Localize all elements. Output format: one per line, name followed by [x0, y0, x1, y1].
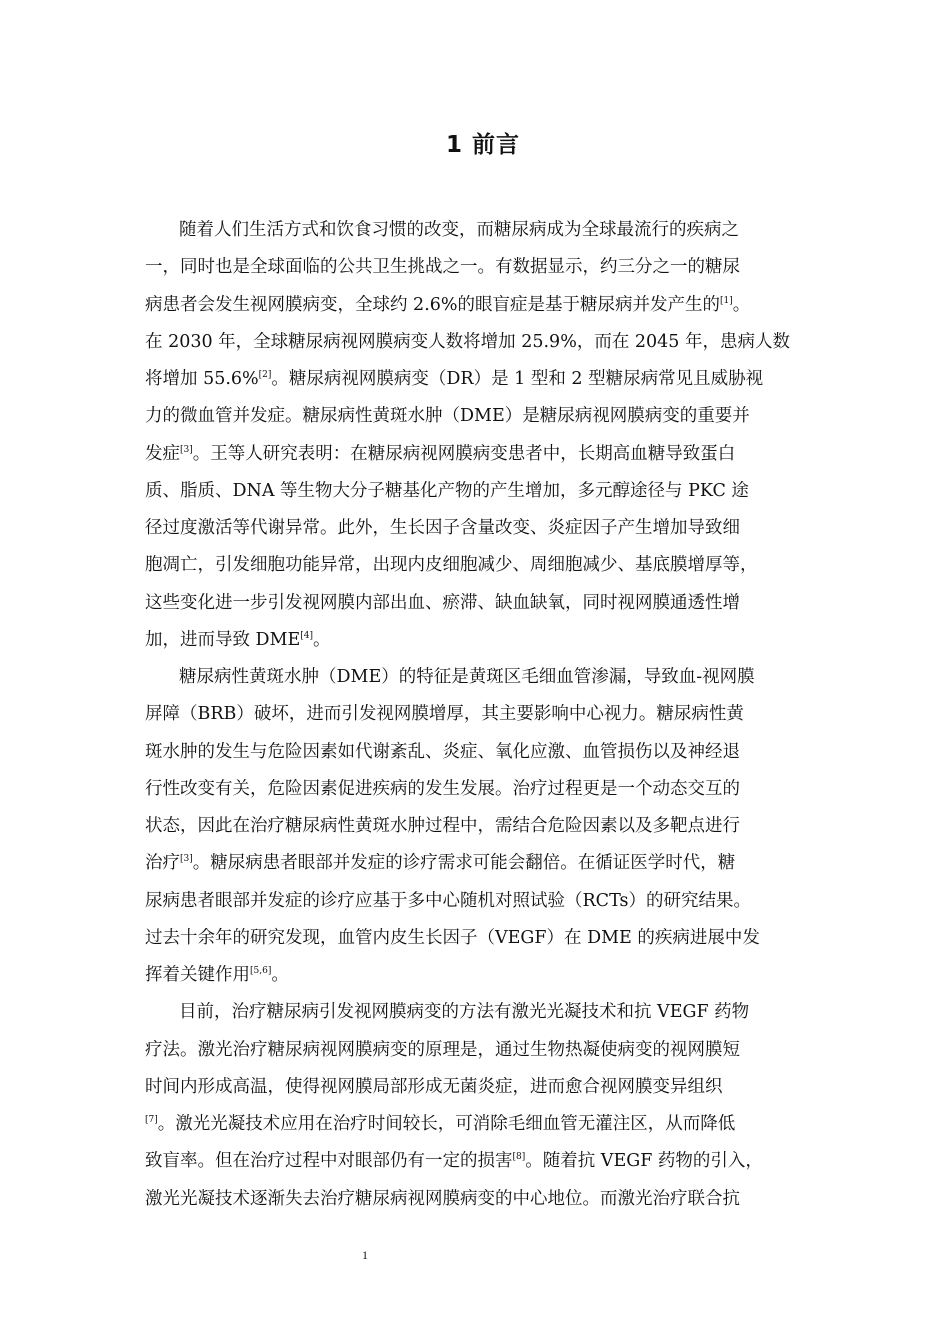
text-run: 。: [732, 294, 751, 315]
citation: [5,6]: [250, 966, 272, 976]
text-run: 随着人们生活方式和饮食习惯的改变，而糖尿病成为全球最流行的疾病之: [179, 220, 739, 240]
text-line: [145, 510, 825, 547]
text-run: 质、脂质、DNA 等生物大分子糖基化产物的产生增加，多元醇途径与 PKC 途: [145, 480, 749, 501]
text-line: [145, 1032, 825, 1069]
text-run: 这些变化进一步引发视网膜内部出血、瘀滞、缺血缺氧，同时视网膜通透性增: [145, 592, 740, 613]
text-run: 状态，因此在治疗糖尿病性黄斑水肿过程中，需结合危险因素以及多靶点进行: [145, 816, 740, 836]
text-run: 。糖尿病患者眼部并发症的诊疗需求可能会翻倍。在循证医学时代，糖: [192, 853, 736, 874]
text-run: 挥着关键作用: [145, 965, 250, 985]
text-run: 。糖尿病视网膜病变（DR）是 1 型和 2 型糖尿病常见且威胁视: [271, 369, 764, 389]
text-run: 加，进而导致 DME: [145, 629, 301, 650]
text-line: [145, 622, 825, 659]
text-run: 糖尿病性黄斑水肿（DME）的特征是黄斑区毛细血管渗漏，导致血-视网膜: [179, 667, 755, 687]
text-line: [145, 957, 825, 994]
text-run: 斑水肿的发生与危险因素如代谢紊乱、炎症、氧化应激、血管损伤以及神经退: [145, 741, 740, 762]
citation: [7]: [145, 1115, 158, 1125]
text-line: [145, 1143, 825, 1180]
section-heading: 1 前言: [445, 132, 520, 158]
text-line: [145, 287, 825, 324]
citation: [1]: [720, 295, 733, 306]
text-line: [145, 1181, 825, 1218]
citation: [8]: [512, 1152, 526, 1163]
text-line: [145, 659, 825, 696]
citation: [4]: [300, 630, 314, 641]
text-line: [145, 585, 825, 622]
text-line: [145, 398, 825, 435]
text-line: [145, 1106, 825, 1143]
page-number: 1: [362, 1248, 368, 1262]
citation: [3]: [180, 444, 193, 455]
text-run: 在 2030 年，全球糖尿病视网膜病变人数将增加 25.9%，而在 2045 年，患病人数: [145, 331, 790, 352]
text-run: 过去十余年的研究发现，血管内皮生长因子（VEGF）在 DME 的疾病进展中发: [145, 927, 760, 948]
paragraph: [145, 994, 825, 1218]
text-line: [145, 324, 825, 361]
text-line: [145, 473, 825, 510]
paragraph: [145, 212, 825, 659]
text-run: 目前，治疗糖尿病引发视网膜病变的方法有激光光凝技术和抗 VEGF 药物: [179, 1002, 750, 1023]
text-run: 疗法。激光治疗糖尿病视网膜病变的原理是，通过生物热凝使病变的视网膜短: [145, 1039, 740, 1060]
text-run: 将增加 55.6%: [145, 369, 259, 389]
text-line: [145, 1069, 825, 1106]
text-run: 。: [313, 629, 331, 650]
citation: [3]: [180, 854, 193, 865]
text-line: [145, 547, 825, 584]
text-run: 病患者会发生视网膜病变，全球约 2.6%的眼盲症是基于糖尿病并发产生的: [145, 294, 721, 315]
text-run: 尿病患者眼部并发症的诊疗应基于多中心随机对照试验（RCTs）的研究结果。: [145, 890, 751, 911]
text-run: 。王等人研究表明：在糖尿病视网膜病变患者中，长期高血糖导致蛋白: [192, 443, 736, 464]
text-line: [145, 696, 825, 733]
text-run: 一，同时也是全球面临的公共卫生挑战之一。有数据显示，约三分之一的糖尿: [145, 257, 740, 278]
body-text: [145, 212, 825, 1218]
text-line: [145, 361, 825, 398]
text-run: 。随着抗 VEGF 药物的引入，: [525, 1151, 763, 1172]
text-line: [145, 883, 825, 920]
text-line: [145, 212, 825, 249]
text-run: 治疗: [145, 853, 180, 874]
text-line: [145, 808, 825, 845]
text-run: 时间内形成高温，使得视网膜局部形成无菌炎症，进而愈合视网膜变异组织: [145, 1076, 723, 1097]
text-line: [145, 734, 825, 771]
paragraph: [145, 659, 825, 994]
text-run: 胞凋亡，引发细胞功能异常，出现内皮细胞减少、周细胞减少、基底膜增厚等，: [145, 555, 758, 576]
text-run: 行性改变有关，危险因素促进疾病的发生发展。治疗过程更是一个动态交互的: [145, 778, 740, 799]
text-run: 致盲率。但在治疗过程中对眼部仍有一定的损害: [145, 1151, 513, 1172]
text-line: [145, 771, 825, 808]
text-run: 。激光光凝技术应用在治疗时间较长，可消除毛细血管无灌注区，从而降低: [157, 1114, 736, 1134]
citation: [2]: [258, 370, 272, 380]
text-run: 发症: [145, 443, 180, 464]
text-run: 激光光凝技术逐渐失去治疗糖尿病视网膜病变的中心地位。而激光治疗联合抗: [145, 1188, 740, 1209]
text-run: 。: [271, 965, 289, 985]
text-line: [145, 845, 825, 882]
text-run: 力的微血管并发症。糖尿病性黄斑水肿（DME）是糖尿病视网膜病变的重要并: [145, 406, 750, 427]
text-run: 径过度激活等代谢异常。此外，生长因子含量改变、炎症因子产生增加导致细: [145, 518, 740, 538]
text-line: [145, 920, 825, 957]
text-line: [145, 436, 825, 473]
text-line: [145, 994, 825, 1031]
text-run: 屏障（BRB）破坏，进而引发视网膜增厚，其主要影响中心视力。糖尿病性黄: [145, 704, 744, 725]
text-line: [145, 249, 825, 286]
